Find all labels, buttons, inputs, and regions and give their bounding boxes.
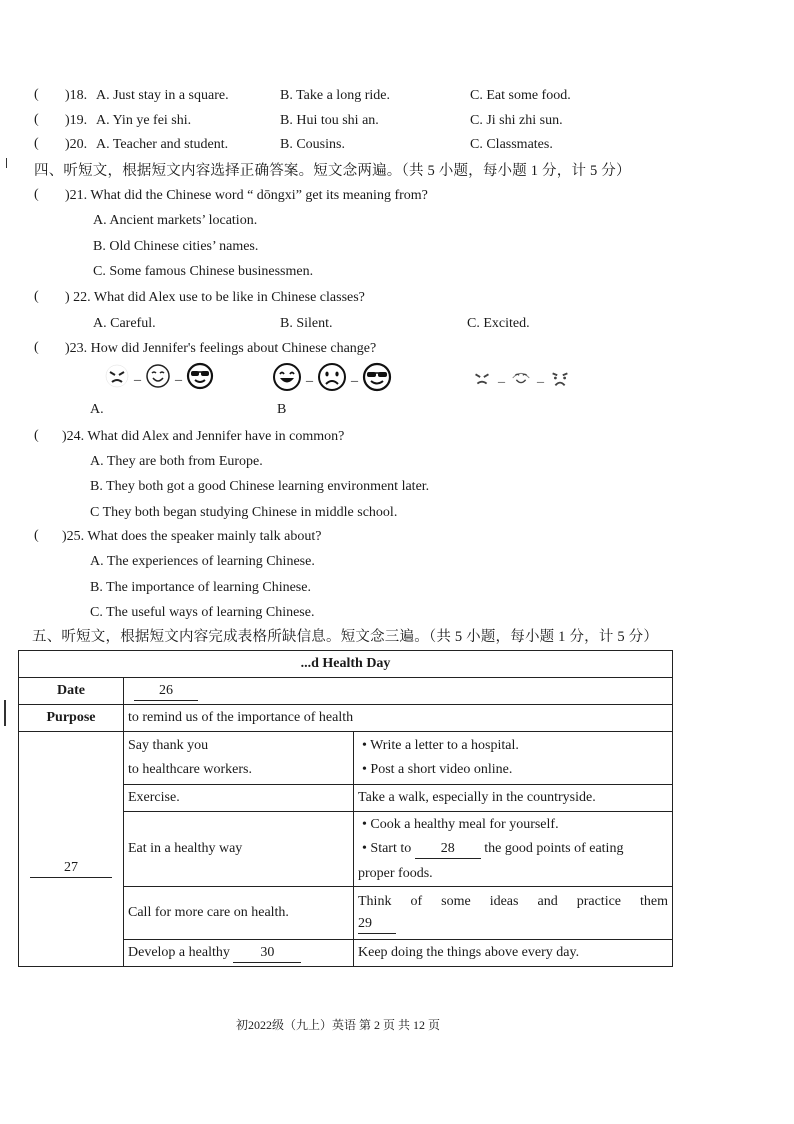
face-separator: _: [175, 368, 182, 383]
q20-option-b: B. Cousins.: [280, 137, 345, 152]
q23-faces-b: [272, 362, 392, 392]
idea-start: [358, 840, 668, 859]
q25-stem: )25. What does the speaker mainly talk about?: [62, 529, 322, 544]
q24-option-b: B. They both got a good Chinese learning environment later.: [90, 479, 430, 494]
idea-video: • Post a short video online.: [358, 761, 668, 779]
blank-26[interactable]: 26: [134, 682, 198, 701]
date-cell: [124, 678, 673, 705]
say-thanks-line1: Say thank you: [128, 738, 209, 753]
exercise-idea: Take a walk, especially in the countryside.: [354, 785, 673, 812]
idea-start-line3: proper foods.: [358, 865, 433, 881]
q19-option-b: B. Hui tou shi an.: [280, 113, 379, 128]
angry-face-icon: [104, 363, 130, 389]
q25-option-a: A. The experiences of learning Chinese.: [90, 554, 315, 569]
q23-paren: (: [34, 340, 39, 355]
care-health-line2: [358, 915, 668, 934]
q18-option-a: A. Just stay in a square.: [96, 88, 229, 103]
health-day-table: [18, 650, 673, 967]
smiling-face-icon: [509, 366, 533, 390]
say-thanks-line2: to healthcare workers.: [128, 762, 252, 777]
q20-option-a: A. Teacher and student.: [96, 137, 229, 152]
develop-idea: Keep doing the things above every day.: [354, 940, 673, 967]
section-5-heading: 五、听短文，根据短文内容完成表格所缺信息。短文念三遍。（共 5 小题，每小题 1 分，计 5 分）: [32, 629, 659, 645]
blank-30[interactable]: 30: [233, 944, 301, 963]
date-label: Date: [19, 678, 124, 705]
blank-28[interactable]: 28: [415, 840, 481, 859]
care-health-line1: Think of some ideas and practice them: [358, 893, 669, 909]
blank-27[interactable]: 27: [30, 859, 112, 878]
face-separator: _: [537, 370, 544, 385]
q18-option-b: B. Take a long ride.: [280, 88, 390, 103]
develop-text: Develop a healthy: [128, 944, 230, 960]
cool-face-icon: [186, 362, 214, 390]
q19-option-c: C. Ji shi zhi sun.: [470, 113, 563, 128]
q19-num: )19.: [65, 113, 88, 128]
q23-faces-a: [104, 362, 214, 390]
purpose-text: to remind us of the importance of health: [124, 705, 673, 732]
q24-option-c: C They both began studying Chinese in middle school.: [90, 505, 398, 520]
idea-start-text-2: the good points of eating: [484, 840, 624, 856]
q23-label-b: B: [277, 402, 287, 417]
face-separator: _: [351, 369, 358, 384]
blank-29[interactable]: 29: [358, 915, 396, 934]
q19-paren: (: [34, 112, 39, 127]
q20-paren: (: [34, 136, 39, 151]
q21-paren: (: [34, 187, 39, 202]
q20-num: )20.: [65, 137, 88, 152]
care-health-cell: Call for more care on health.: [124, 887, 354, 940]
idea-cook: • Cook a healthy meal for yourself.: [358, 816, 668, 834]
say-thanks-ideas: [354, 732, 673, 785]
scan-mark: [6, 158, 7, 168]
q23-faces-c: [470, 366, 572, 390]
q21-option-a: A. Ancient markets’ location.: [93, 213, 258, 228]
purpose-label: Purpose: [19, 705, 124, 732]
q20-option-c: C. Classmates.: [470, 137, 553, 152]
scan-mark: [4, 700, 6, 726]
q21-option-b: B. Old Chinese cities’ names.: [93, 239, 259, 254]
q24-option-a: A. They are both from Europe.: [90, 454, 263, 469]
face-separator: _: [306, 369, 313, 384]
face-separator: _: [134, 368, 141, 383]
q22-option-b: B. Silent.: [280, 316, 333, 331]
say-thanks-cell: [124, 732, 354, 785]
q25-option-c: C. The useful ways of learning Chinese.: [90, 605, 315, 620]
eat-healthy-cell: Eat in a healthy way: [124, 812, 354, 887]
q25-paren: (: [34, 528, 39, 543]
upset-face-icon: [548, 366, 572, 390]
q23-label-a: A.: [90, 402, 104, 417]
q18-option-c: C. Eat some food.: [470, 88, 571, 103]
sad-face-icon: [317, 362, 347, 392]
smiling-face-icon: [145, 363, 171, 389]
q24-stem: )24. What did Alex and Jennifer have in common?: [62, 429, 345, 444]
q24-paren: (: [34, 428, 39, 443]
happy-face-icon: [272, 362, 302, 392]
section-4-heading: 四、听短文，根据短文内容选择正确答案。短文念两遍。（共 5 小题，每小题 1 分，计 5 分）: [34, 163, 631, 179]
q22-paren: (: [34, 289, 39, 304]
eat-healthy-ideas: [354, 812, 673, 887]
q22-option-a: A. Careful.: [93, 316, 156, 331]
q18-num: )18.: [65, 88, 88, 103]
q18-paren: (: [34, 87, 39, 102]
q21-stem: )21. What did the Chinese word “ dōngxi” get its meaning from?: [65, 188, 428, 203]
bullet-dot: •: [362, 840, 371, 856]
angry-face-icon: [470, 366, 494, 390]
q21-option-c: C. Some famous Chinese businessmen.: [93, 264, 314, 279]
page-footer: 初2022级（九上）英语 第 2 页 共 12 页: [236, 1018, 441, 1032]
face-separator: _: [498, 370, 505, 385]
q25-option-b: B. The importance of learning Chinese.: [90, 580, 311, 595]
care-health-idea: [354, 887, 673, 940]
cool-face-icon: [362, 362, 392, 392]
q19-option-a: A. Yin ye fei shi.: [96, 113, 192, 128]
q22-stem: ) 22. What did Alex use to be like in Chinese classes?: [65, 290, 365, 305]
ways-cell: [19, 732, 124, 967]
q23-stem: )23. How did Jennifer's feelings about Chinese change?: [65, 341, 377, 356]
idea-start-text: Start to: [370, 840, 412, 856]
idea-letter: • Write a letter to a hospital.: [358, 737, 668, 755]
q22-option-c: C. Excited.: [467, 316, 530, 331]
exercise-cell: Exercise.: [124, 785, 354, 812]
develop-cell: [124, 940, 354, 967]
table-title: ...d Health Day: [19, 651, 673, 678]
